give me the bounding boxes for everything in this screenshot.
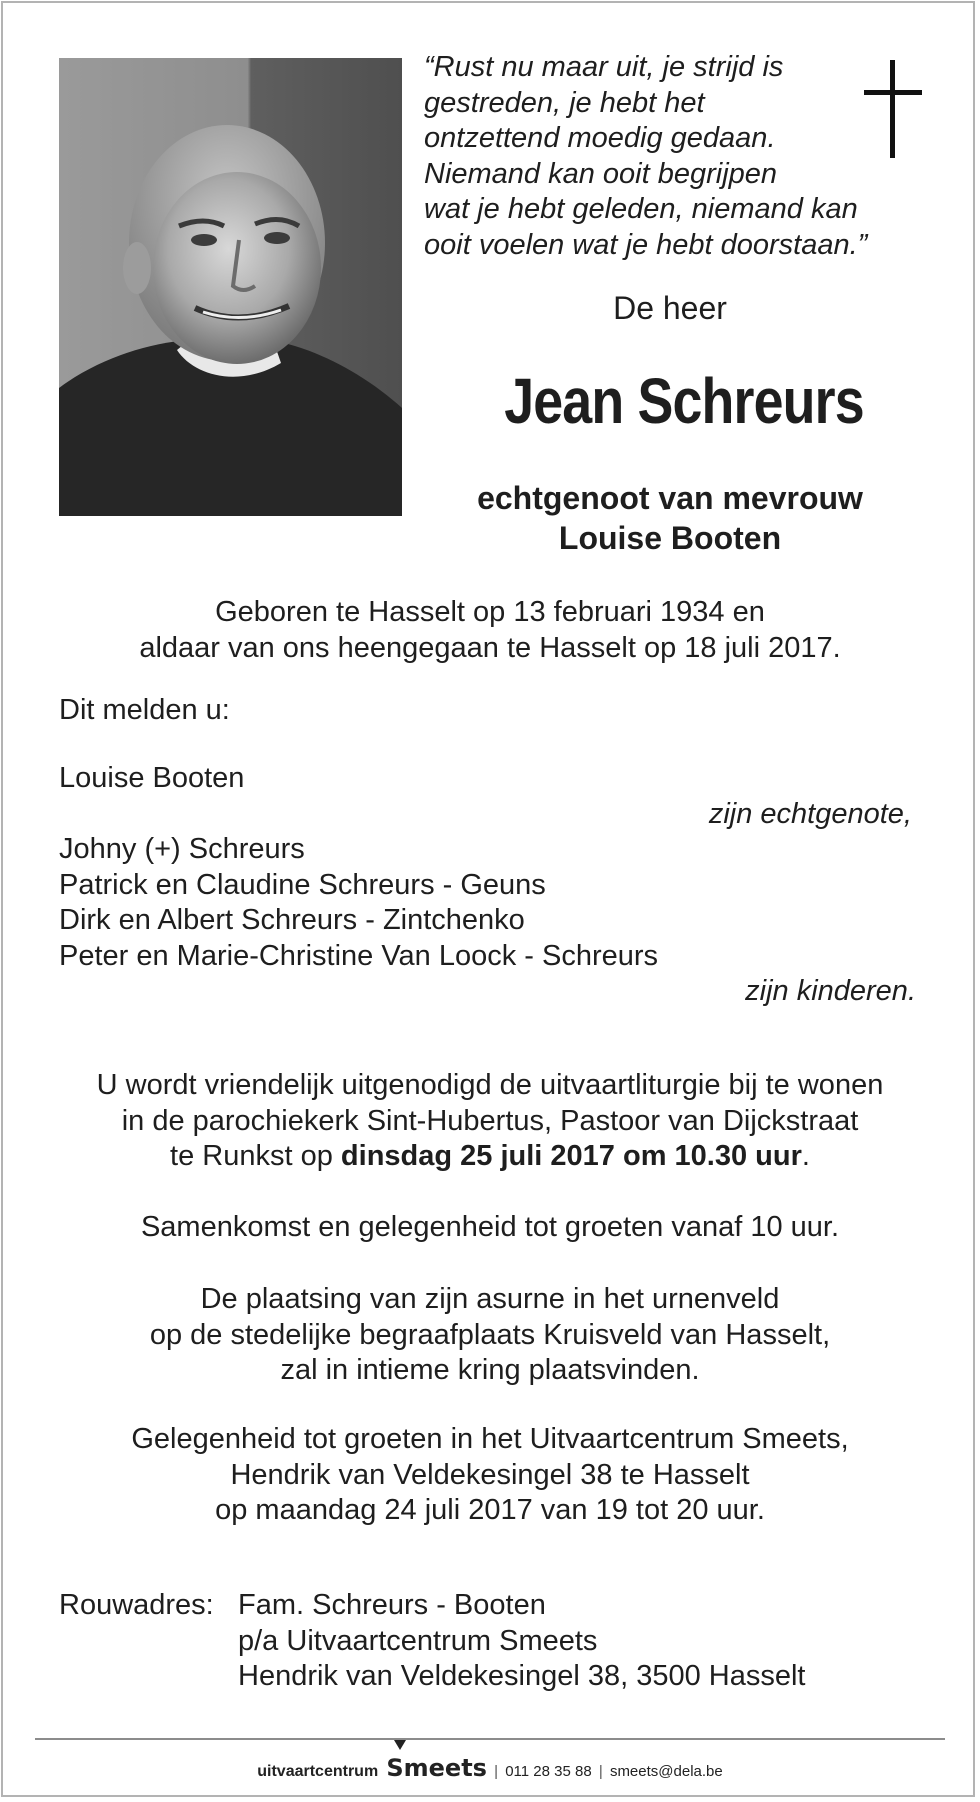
list-item: Patrick en Claudine Schreurs - Geuns [59,868,546,901]
mourning-address [238,1588,805,1695]
gathering-notice: Samenkomst en gelegenheid tot groeten vanaf 10 uur. [140,1211,840,1243]
service-line [40,1139,940,1175]
footer-divider [35,1738,945,1740]
caret-down-icon [394,1740,406,1750]
birth-death-dates: Geboren te Hasselt op 13 februari 1934 en aldaar van ons heengegaan te Hasselt op 18 juli 2017. [139,596,841,664]
separator: | [598,1763,603,1780]
service-line: U wordt vriendelijk uitgenodigd de uitvaartliturgie bij te wonen [96,1069,884,1101]
service-location: te Runkst op [170,1140,341,1172]
funeral-home-footer [0,1754,980,1782]
service-line: in de parochiekerk Sint-Hubertus, Pastoor van Dijckstraat [121,1104,859,1137]
urn-placement-notice: De plaatsing van zijn asurne in het urnenveld op de stedelijke begraafplaats Kruisveld van Hasselt, zal in intieme kring plaatsvinden. [149,1283,831,1386]
address-line: Hendrik van Veldekesingel 38, 3500 Hasselt [238,1660,806,1692]
service-datetime: dinsdag 25 juli 2017 om 10.30 uur [340,1140,802,1172]
latin-cross-icon [864,60,922,160]
phone-number: 011 28 35 88 [505,1763,592,1780]
spouse-line: echtgenoot van mevrouw Louise Booten [477,480,863,556]
list-item: Johny (+) Schreurs [59,833,305,865]
spouse-role: zijn echtgenote, [708,798,912,830]
children-list [59,832,658,974]
email-link[interactable]: smeets@dela.be [609,1763,723,1780]
visitation-notice: Gelegenheid tot groeten in het Uitvaartcentrum Smeets, Hendrik van Veldekesingel 38 te Hasselt op maandag 24 juli 2017 van 19 tot 20 uur. [131,1423,849,1526]
honorific: De heer [613,290,727,326]
list-item: Dirk en Albert Schreurs - Zintchenko [59,904,525,936]
deceased-name: Jean Schreurs [504,365,864,437]
memorial-quote: “Rust nu maar uit, je strijd is gestreden, je hebt het ontzettend moedig gedaan. Niemand kan ooit begrijpen wat je hebt geleden, niemand kan ooit voelen wat je hebt doorstaan.” [424,51,868,261]
spouse-name: Louise Booten [59,762,245,794]
children-role: zijn kinderen. [745,975,916,1007]
funeral-service-notice [40,1068,940,1175]
mourning-address-label: Rouwadres: [59,1589,214,1621]
address-line: p/a Uitvaartcentrum Smeets [238,1624,598,1657]
separator: | [494,1763,499,1780]
address-line: Fam. Schreurs - Booten [238,1589,546,1621]
service-period: . [801,1140,810,1172]
announced-by-heading: Dit melden u: [59,694,230,726]
list-item: Peter en Marie-Christine Van Loock - Schreurs [59,939,659,972]
portrait-photo [59,58,402,516]
brand-name: Smeets [386,1754,487,1782]
brand-prefix: uitvaartcentrum [257,1763,379,1780]
